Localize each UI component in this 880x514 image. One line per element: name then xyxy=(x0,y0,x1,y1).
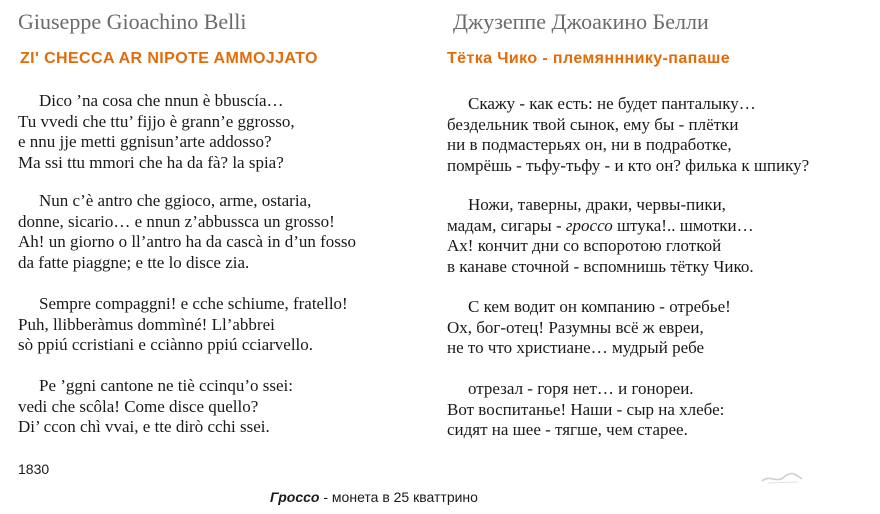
poem-line: Ножи, таверны, драки, червы-пики, xyxy=(468,195,726,214)
signature-mark xyxy=(758,466,808,488)
poem-line: Ох, бог-отец! Разумны всё ж евреи, xyxy=(447,317,704,337)
poem-line: бездельник твой сынок, ему бы - плётки xyxy=(447,114,739,134)
italian-stanza-4 xyxy=(18,376,293,438)
footnote-text: - монета в 25 кваттрино xyxy=(319,489,478,505)
poem-line: da fatte piaggne; e tte lo disce zia. xyxy=(18,252,250,272)
poem-line: Puh, llibberàmus dommìné! Ll’abbrei xyxy=(18,314,275,334)
poem-line: Nun c’è antro che ggioco, arme, ostaria, xyxy=(39,191,312,210)
poem-line: e nnu jje metti ggnisun’arte addosso? xyxy=(18,132,272,151)
poem-line: мадам, сигары - гроссо штука!.. шмотки… xyxy=(447,215,754,235)
poem-line: не то что христиане… мудрый ребе xyxy=(447,338,705,357)
poem-line: Вот воспитанье! Наши - сыр на хлебе: xyxy=(447,399,725,419)
russian-title: Тётка Чико - племянннику-папаше xyxy=(447,50,731,67)
poem-year: 1830 xyxy=(18,461,50,477)
poem-line: помрёшь - тьфу-тьфу - и кто он? филька к шпику? xyxy=(447,155,810,175)
poem-line: donne, sicario… e nnun z’abbussca un grosso! xyxy=(18,211,335,231)
poem-line: sò ppiú ccristiani e cciànno ppiú cciarvello. xyxy=(18,335,314,354)
poem-line: Ma ssi ttu mmori che ha da fà? la spia? xyxy=(18,152,284,172)
footnote-term: Гроссо xyxy=(270,489,320,505)
poem-line: ни в подмастерьях он, ни в подработке, xyxy=(447,135,732,154)
poem-line: Ах! кончит дни со вспоротою глоткой xyxy=(447,236,722,255)
poem-line: Скажу - как есть: не будет панталыку… xyxy=(468,94,756,113)
poem-line: сидят на шее - тягше, чем старее. xyxy=(447,420,688,439)
poem-line: Tu vvedi che ttu’ fijjo è grann’e ggrosso, xyxy=(18,111,295,131)
poem-line: Di’ ccon chì vvai, e tte dirò cchi ssei. xyxy=(18,417,270,436)
russian-stanza-2 xyxy=(447,195,754,277)
poem-line: отрезал - горя нет… и гонореи. xyxy=(468,379,694,398)
italian-stanza-3 xyxy=(18,294,348,356)
russian-stanza-3 xyxy=(447,297,731,359)
italian-stanza-1 xyxy=(18,91,295,173)
poem-line: Ah! un giorno o ll’antro ha da cascà in d’un fosso xyxy=(18,232,357,251)
italian-stanza-2 xyxy=(18,191,356,273)
italian-title: ZI' CHECCA AR NIPOTE AMMOJJATO xyxy=(20,50,318,67)
russian-author: Джузеппе Джоакино Белли xyxy=(453,9,709,34)
italic-term: гроссо xyxy=(565,215,613,235)
poem-line: Dico ’na cosa che nnun è bbuscía… xyxy=(39,91,284,110)
poem-line: Pe ’ggni cantone ne tiè ccinqu’o ssei: xyxy=(39,376,293,395)
poem-line: vedi che scôla! Come disce quello? xyxy=(18,396,259,416)
russian-stanza-4 xyxy=(447,379,724,441)
footnote xyxy=(270,489,478,505)
poem-line: в канаве сточной - вспомнишь тётку Чико. xyxy=(447,256,754,276)
poem-line: С кем водит он компанию - отребье! xyxy=(468,297,731,316)
russian-stanza-1 xyxy=(447,94,809,176)
italian-author: Giuseppe Gioachino Belli xyxy=(18,9,247,34)
poem-line: Sempre compaggni! e cche schiume, fratello! xyxy=(39,294,348,313)
